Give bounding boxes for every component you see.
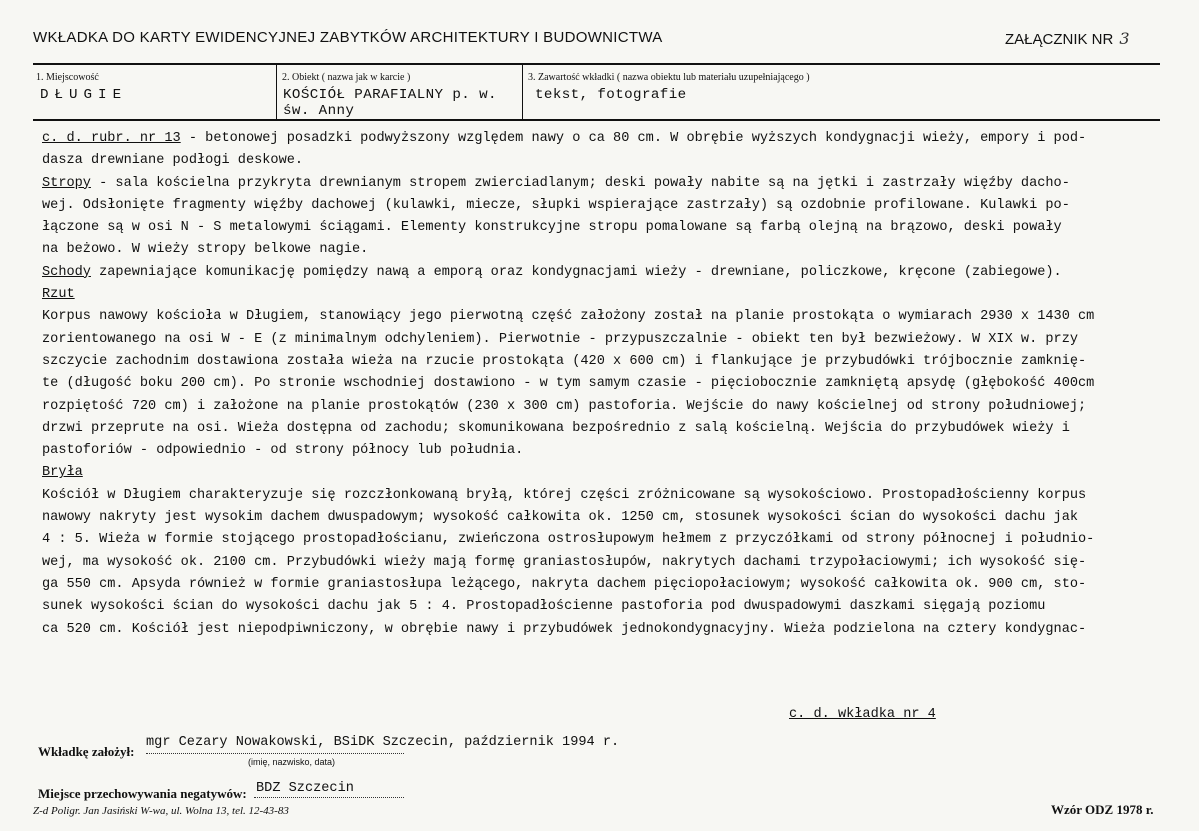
field-divider-2 xyxy=(522,64,523,119)
author-label: Wkładkę założył: xyxy=(38,744,135,759)
object-value-line2: św. Anny xyxy=(283,103,355,119)
top-rule xyxy=(33,63,1160,65)
annex-label: ZAŁĄCZNIK NR xyxy=(1005,31,1114,48)
negatives-dotted-line xyxy=(254,797,404,798)
negatives-label: Miejsce przechowywania negatywów: xyxy=(38,786,247,801)
text-line: te (długość boku 200 cm). Po stronie wschodniej dostawiono - w tym samym czasie - pięciobocznie zamkniętą apsydę (głębokość 400cm xyxy=(42,376,1095,392)
text-line: zorientowanego na osi W - E (z minimalnym odchyleniem). Pierwotnie - przypuszczalnie - obiekt ten był bezwieżowy. W XIX w. przy xyxy=(42,331,1079,347)
text-line: ca 520 cm. Kościół jest niepodpiwniczony, w obrębie nawy i przybudówek jednokondygnacyjny. Wieża podzielona na cztery kondygnac- xyxy=(42,621,1087,637)
text-line: rozpiętość 720 cm) i założone na planie prostokątów (230 x 300 cm) pastoforia. Wejście do nawy kościelnej od strony południowej; xyxy=(42,398,1087,414)
form-title: WKŁADKA DO KARTY EWIDENCYJNEJ ZABYTKÓW ARCHITEKTURY I BUDOWNICTWA xyxy=(33,29,663,46)
text-segment: - betonowej posadzki podwyższony względem nawy o ca 80 cm. W obrębie wyższych kondygnacji wieży, empory i pod- xyxy=(180,131,1087,146)
section-heading-schody: Schody xyxy=(42,264,91,280)
text-line: 4 : 5. Wieża w formie stojącego prostopadłościanu, zwieńczona ostrosłupowym hełmem z przyczółkami od strony północnej i południo- xyxy=(42,532,1095,548)
text-line: szczycie zachodnim dostawiona została wieża na rzucie prostokąta (420 x 600 cm) i flankujące je przybudówki trójbocznie zamknię- xyxy=(42,353,1087,369)
text-line: sunek wysokości ścian do wysokości dachu jak 5 : 4. Prostopadłościenne pastoforia pod dwuspadowymi daszkami sięgają poziomu xyxy=(42,599,1046,615)
text-line: Korpus nawowy kościoła w Długiem, stanowiący jego pierwotną część założony został na planie prostokąta o wymiarach 2930 x 1430 cm xyxy=(42,309,1095,325)
section-heading-bryla: Bryła xyxy=(42,465,83,481)
content-label: 3. Zawartość wkładki ( nazwa obiektu lub materiału uzupełniającego ) xyxy=(528,72,810,83)
object-label: 2. Obiekt ( nazwa jak w karcie ) xyxy=(282,72,411,83)
object-value-line1: KOŚCIÓŁ PARAFIALNY p. w. xyxy=(283,87,497,103)
text-line: Kościół w Długiem charakteryzuje się rozczłonkowaną bryłą, której części zróżnicowane są wysokościowo. Prostopadłościenny korpus xyxy=(42,487,1087,503)
text-line: na beżowo. W wieży stropy belkowe nagie. xyxy=(42,242,369,258)
body-text xyxy=(42,128,1172,641)
text-line: wej, ma wysokość ok. 2100 cm. Przybudówki wieży mają formę graniastosłupów, nakrytych dachami trzypołaciowymi; ich wysokość się- xyxy=(42,554,1087,570)
annex-value: 3 xyxy=(1119,29,1130,48)
text-line: pastoforiów - odpowiednio - od strony północy lub południa. xyxy=(42,443,524,459)
text-segment: zapewniające komunikację pomiędzy nawą a emporą oraz kondygnacjami wieży - drewniane, policzkowe, kręcone (zabiegowe). xyxy=(90,264,1062,280)
text-line: ga 550 cm. Apsyda również w formie graniastosłupa leżącego, nakryta dachem pięciopołaciowym; wysokość całkowita ok. 900 cm, sto- xyxy=(42,576,1087,592)
continuation-note: c. d. wkładka nr 4 xyxy=(789,707,936,722)
text-line: nawowy nakryty jest wysokim dachem dwuspadowym; wysokość całkowita ok. 1250 cm, stosunek wysokości ścian do wysokości dachu jak xyxy=(42,510,1079,526)
negatives-value: BDZ Szczecin xyxy=(256,781,354,796)
section-heading-stropy: Stropy xyxy=(42,175,91,191)
text-line: wej. Odsłonięte fragmenty więźby dachowej (kulawki, miecze, słupki wspierające zastrzały) są ozdobnie profilowane. Kulawki po- xyxy=(42,197,1070,213)
continuation-reference: c. d. rubr. nr 13 xyxy=(42,131,181,146)
text-line xyxy=(42,128,1172,150)
annex-number xyxy=(1005,29,1130,48)
author-dotted-line xyxy=(146,753,404,754)
author-hint: (imię, nazwisko, data) xyxy=(248,757,336,767)
text-line xyxy=(42,173,1172,195)
fields-bottom-rule xyxy=(33,119,1160,121)
locality-value: DŁUGIE xyxy=(40,87,128,103)
locality-label: 1. Miejscowość xyxy=(36,72,99,83)
text-line xyxy=(42,284,1172,306)
text-line: łączone są w osi N - S metalowymi ściągami. Elementy konstrukcyjne stropu pomalowane są farbą olejną na brązowo, deski powały xyxy=(42,220,1062,236)
text-line xyxy=(42,462,1172,484)
content-value: tekst, fotografie xyxy=(535,87,687,103)
text-line: drzwi przeprute na osi. Wieża dostępna od zachodu; skomunikowana bezpośrednio z salą kościelną. Wejścia do przybudówek wieży i xyxy=(42,420,1070,436)
printer-imprint: Z-d Poligr. Jan Jasiński W-wa, ul. Wolna 13, tel. 12-43-83 xyxy=(33,805,289,817)
text-line: dasza drewniane podłogi deskowe. xyxy=(42,153,304,169)
form-model: Wzór ODZ 1978 r. xyxy=(1051,802,1154,817)
text-line xyxy=(42,262,1172,284)
author-value: mgr Cezary Nowakowski, BSiDK Szczecin, październik 1994 r. xyxy=(146,735,620,750)
field-divider-1 xyxy=(276,64,277,119)
section-heading-rzut: Rzut xyxy=(42,287,75,303)
text-segment: - sala kościelna przykryta drewnianym stropem zwierciadlanym; deski powały nabite są na jętki i zastrzały więźby dacho- xyxy=(90,175,1070,191)
